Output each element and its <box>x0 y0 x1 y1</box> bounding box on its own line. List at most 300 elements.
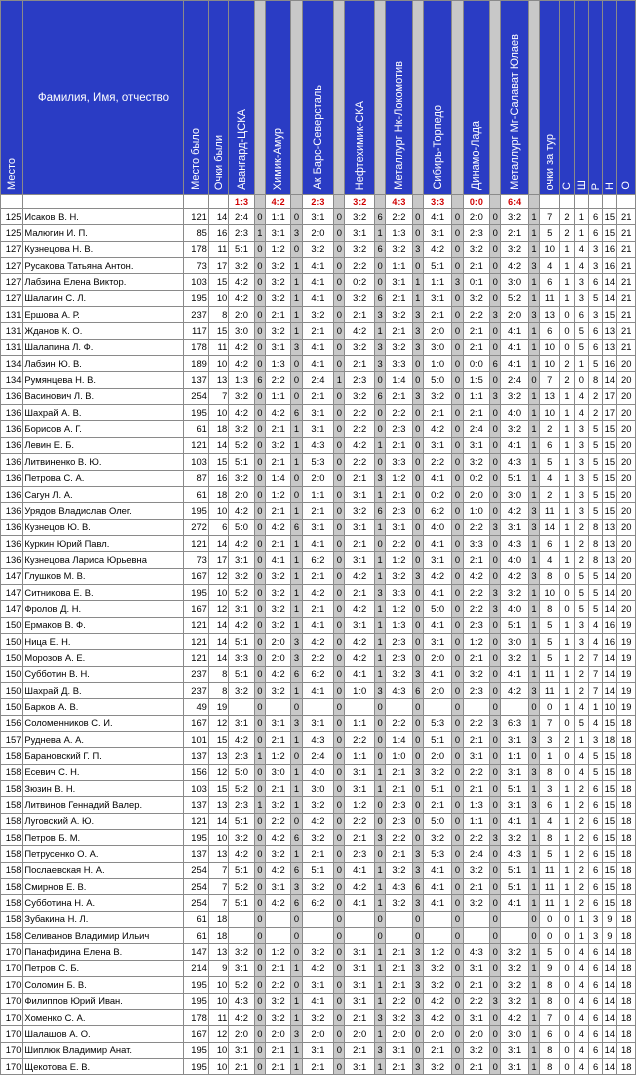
name-cell: Зубакина Н. Л. <box>23 911 184 927</box>
prediction-points-cell: 3 <box>374 1042 385 1058</box>
prediction-cell: 4:1 <box>501 895 529 911</box>
prediction-points-cell: 3 <box>412 944 423 960</box>
prediction-cell: 3:1 <box>463 748 490 764</box>
prediction-points-cell: 0 <box>334 274 345 290</box>
stat-cell: 2 <box>560 372 574 388</box>
stat-cell: 20 <box>617 601 636 617</box>
prediction-points-cell: 1 <box>374 993 385 1009</box>
prediction-points-cell: 0 <box>334 879 345 895</box>
prediction-points-cell: 0 <box>412 813 423 829</box>
prediction-cell: 5:0 <box>229 519 254 535</box>
prediction-cell: 4:1 <box>423 895 452 911</box>
stat-cell: 2 <box>574 830 588 846</box>
prediction-cell: 3:2 <box>423 764 452 780</box>
prediction-cell: 4:2 <box>265 830 290 846</box>
prediction-cell: 3:0 <box>501 486 529 502</box>
prev-points-cell: 6 <box>208 519 228 535</box>
prediction-points-cell: 0 <box>452 1058 463 1074</box>
prev-points-cell: 12 <box>208 715 228 731</box>
tour-points-cell: 11 <box>540 290 560 306</box>
match-header <box>463 1 490 195</box>
prediction-points-cell: 0 <box>334 846 345 862</box>
stat-cell: 21 <box>617 225 636 241</box>
prediction-cell: 6:2 <box>302 666 334 682</box>
place-cell: 170 <box>1 993 23 1009</box>
prediction-points-cell: 0 <box>254 503 265 519</box>
prediction-cell: 2:2 <box>345 732 375 748</box>
prediction-cell: 2:1 <box>386 846 413 862</box>
prediction-cell <box>501 911 529 927</box>
prediction-points-cell: 0 <box>452 879 463 895</box>
prediction-points-cell: 3 <box>412 323 423 339</box>
place-cell: 127 <box>1 241 23 257</box>
prediction-cell: 2:1 <box>386 1058 413 1074</box>
stat-cell: 1 <box>574 928 588 944</box>
prediction-points-cell: 0 <box>412 437 423 453</box>
prediction-cell: 4:1 <box>423 862 452 878</box>
prediction-cell: 2:0 <box>386 1026 413 1042</box>
prev-place-cell: 195 <box>184 290 208 306</box>
place-cell: 134 <box>1 356 23 372</box>
place-cell: 125 <box>1 209 23 225</box>
prediction-cell: 3:2 <box>423 1058 452 1074</box>
results-spacer <box>588 195 602 209</box>
prediction-points-cell: 0 <box>374 928 385 944</box>
table-row <box>1 421 636 437</box>
prev-points-cell: 11 <box>208 1009 228 1025</box>
tour-points-cell: 6 <box>540 1026 560 1042</box>
stat-cell: 1 <box>560 862 574 878</box>
prediction-cell: 1:2 <box>386 470 413 486</box>
prediction-cell: 3:1 <box>423 633 452 649</box>
results-gray <box>528 195 539 209</box>
stat-cell: 20 <box>617 356 636 372</box>
prediction-cell: 2:1 <box>386 437 413 453</box>
match-header <box>423 1 452 195</box>
prediction-points-cell: 3 <box>374 830 385 846</box>
prediction-cell: 2:2 <box>386 535 413 551</box>
prediction-points-cell: 0 <box>490 944 501 960</box>
prev-place-cell: 195 <box>184 584 208 600</box>
stat-cell: 6 <box>588 993 602 1009</box>
prediction-points-cell: 0 <box>291 486 302 502</box>
prediction-cell: 3:2 <box>423 830 452 846</box>
place-cell: 170 <box>1 1009 23 1025</box>
name-cell: Исаков В. Н. <box>23 209 184 225</box>
prediction-points-cell: 1 <box>528 1042 539 1058</box>
prediction-cell: 0:1 <box>463 274 490 290</box>
prediction-points-cell: 0 <box>254 274 265 290</box>
table-row <box>1 274 636 290</box>
prediction-cell: 5:0 <box>423 372 452 388</box>
prediction-cell: 3:1 <box>501 797 529 813</box>
prediction-cell: 2:2 <box>265 372 290 388</box>
prediction-points-cell: 0 <box>334 977 345 993</box>
prediction-cell: 3:2 <box>501 960 529 976</box>
stat-cell: 18 <box>617 748 636 764</box>
prediction-cell: 2:2 <box>463 764 490 780</box>
prediction-points-cell: 1 <box>528 650 539 666</box>
stat-cell: 16 <box>603 258 617 274</box>
prediction-points-cell: 0 <box>490 682 501 698</box>
prediction-points-cell: 0 <box>334 993 345 1009</box>
prediction-points-cell: 1 <box>291 307 302 323</box>
prediction-points-cell: 1 <box>528 552 539 568</box>
prediction-cell: 2:1 <box>345 307 375 323</box>
stat-cell: 18 <box>617 911 636 927</box>
prediction-cell: 3:1 <box>423 290 452 306</box>
stat-cell: 1 <box>588 699 602 715</box>
table-row <box>1 993 636 1009</box>
stat-cell: 4 <box>574 1058 588 1074</box>
place-cell: 170 <box>1 944 23 960</box>
table-row <box>1 862 636 878</box>
prediction-cell: 2:1 <box>386 960 413 976</box>
prediction-points-cell: 0 <box>452 666 463 682</box>
prediction-points-cell: 0 <box>412 715 423 731</box>
stat-cell: 6 <box>588 862 602 878</box>
prediction-points-cell: 0 <box>291 748 302 764</box>
prev-place-cell: 103 <box>184 454 208 470</box>
tour-points-cell: 8 <box>540 1058 560 1074</box>
prediction-cell: 1:1 <box>345 748 375 764</box>
prediction-cell: 1:2 <box>386 601 413 617</box>
stat-cell: 3 <box>588 258 602 274</box>
prediction-points-cell: 0 <box>334 960 345 976</box>
prediction-cell: 4:3 <box>501 535 529 551</box>
prev-place-cell: 103 <box>184 274 208 290</box>
stat-cell: 18 <box>617 797 636 813</box>
table-row <box>1 960 636 976</box>
prev-points-cell: 15 <box>208 732 228 748</box>
name-cell: Субботин В. Н. <box>23 666 184 682</box>
prediction-points-cell: 1 <box>291 1042 302 1058</box>
stat-cell: 17 <box>603 388 617 404</box>
prediction-cell: 3:2 <box>302 830 334 846</box>
prediction-points-cell: 6 <box>412 682 423 698</box>
prediction-points-cell: 0 <box>452 813 463 829</box>
prediction-points-cell: 0 <box>254 209 265 225</box>
prediction-cell: 3:2 <box>501 977 529 993</box>
prediction-cell: 3:2 <box>463 862 490 878</box>
prev-points-cell: 10 <box>208 356 228 372</box>
prediction-cell: 5:3 <box>302 454 334 470</box>
stat-cell: 0 <box>560 748 574 764</box>
prediction-cell: 3:0 <box>501 1026 529 1042</box>
prediction-points-cell: 0 <box>452 323 463 339</box>
prev-points-cell: 12 <box>208 764 228 780</box>
prediction-cell: 0:2 <box>463 470 490 486</box>
prediction-cell: 2:3 <box>386 633 413 649</box>
stat-cell: 6 <box>588 960 602 976</box>
prediction-cell: 2:1 <box>265 421 290 437</box>
prediction-points-cell: 0 <box>412 928 423 944</box>
prediction-cell: 4:1 <box>302 682 334 698</box>
prediction-points-cell: 0 <box>254 552 265 568</box>
prediction-points-cell: 0 <box>490 911 501 927</box>
prediction-points-cell: 0 <box>374 715 385 731</box>
name-cell: Ершова А. Р. <box>23 307 184 323</box>
stat-cell: 18 <box>603 732 617 748</box>
stat-cell: 0 <box>560 601 574 617</box>
prediction-points-cell: 0 <box>490 323 501 339</box>
stat-cell: 15 <box>603 895 617 911</box>
prediction-cell: 4:1 <box>501 813 529 829</box>
name-cell: Барановский Г. П. <box>23 748 184 764</box>
prediction-points-cell: 0 <box>452 715 463 731</box>
prediction-points-cell: 1 <box>374 225 385 241</box>
name-cell: Русакова Татьяна Антон. <box>23 258 184 274</box>
place-cell: 157 <box>1 732 23 748</box>
prediction-points-cell: 0 <box>452 699 463 715</box>
prediction-cell: 3:1 <box>463 960 490 976</box>
prediction-cell: 2:1 <box>265 307 290 323</box>
prediction-cell: 3:2 <box>386 862 413 878</box>
stat-cell: 21 <box>617 258 636 274</box>
stat-cell: 20 <box>617 535 636 551</box>
prediction-cell: 4:2 <box>423 241 452 257</box>
prediction-points-cell: 0 <box>254 405 265 421</box>
prediction-cell: 2:4 <box>229 209 254 225</box>
name-cell: Ермаков В. Ф. <box>23 617 184 633</box>
stat-cell: 16 <box>603 633 617 649</box>
stat-cell: 6 <box>588 846 602 862</box>
prediction-cell: 4:1 <box>302 290 334 306</box>
prediction-points-cell: 1 <box>374 323 385 339</box>
tour-points-cell: 11 <box>540 503 560 519</box>
results-gray <box>374 195 385 209</box>
prediction-points-cell: 0 <box>490 405 501 421</box>
prediction-cell <box>229 699 254 715</box>
prediction-cell: 2:1 <box>345 584 375 600</box>
prediction-cell: 2:2 <box>423 454 452 470</box>
stat-cell: 5 <box>574 568 588 584</box>
stat-cell: 18 <box>617 813 636 829</box>
place-cell: 136 <box>1 388 23 404</box>
prediction-cell: 2:1 <box>463 977 490 993</box>
prediction-cell: 3:1 <box>265 225 290 241</box>
prediction-cell: 2:1 <box>265 960 290 976</box>
prediction-points-cell: 0 <box>490 928 501 944</box>
results-row <box>1 195 636 209</box>
prediction-cell: 3:2 <box>463 454 490 470</box>
prediction-cell: 2:1 <box>423 405 452 421</box>
prediction-cell: 2:0 <box>302 225 334 241</box>
stat-cell: 5 <box>588 437 602 453</box>
stat-cell: 0 <box>560 323 574 339</box>
place-cell: 134 <box>1 372 23 388</box>
prev-points-cell: 16 <box>208 225 228 241</box>
name-cell: Фролов Д. Н. <box>23 601 184 617</box>
prev-points-cell: 15 <box>208 781 228 797</box>
stat-cell: 18 <box>617 781 636 797</box>
prediction-cell: 3:0 <box>423 339 452 355</box>
prediction-points-cell: 3 <box>412 764 423 780</box>
prev-place-cell: 195 <box>184 830 208 846</box>
prediction-points-cell: 3 <box>528 797 539 813</box>
prediction-cell: 3:2 <box>501 421 529 437</box>
stat-cell: 15 <box>603 862 617 878</box>
prediction-cell: 4:2 <box>265 405 290 421</box>
prediction-cell: 3:2 <box>265 993 290 1009</box>
prediction-cell: 3:2 <box>463 1042 490 1058</box>
prediction-cell: 4:2 <box>229 846 254 862</box>
match-header-label: Сибирь-Торпедо <box>431 105 444 190</box>
stat-cell: 18 <box>617 830 636 846</box>
prediction-cell: 4:2 <box>229 274 254 290</box>
prediction-cell: 3:2 <box>229 470 254 486</box>
prediction-cell: 1:1 <box>265 209 290 225</box>
stat-cell: 15 <box>603 503 617 519</box>
stat-cell: 5 <box>588 290 602 306</box>
prediction-cell: 3:2 <box>386 895 413 911</box>
stat-cell: 2 <box>574 519 588 535</box>
prediction-cell: 4:3 <box>386 879 413 895</box>
prediction-points-cell: 0 <box>452 437 463 453</box>
prev-points-cell: 14 <box>208 209 228 225</box>
prediction-cell: 3:2 <box>423 388 452 404</box>
stat-cell: 19 <box>617 699 636 715</box>
place-cell: 158 <box>1 846 23 862</box>
prediction-cell: 2:0 <box>463 486 490 502</box>
prediction-points-cell: 0 <box>452 650 463 666</box>
place-cell: 136 <box>1 470 23 486</box>
prediction-cell: 3:1 <box>501 764 529 780</box>
place-cell: 158 <box>1 928 23 944</box>
prediction-cell: 3:1 <box>229 960 254 976</box>
stat-cell: 6 <box>588 225 602 241</box>
prev-points-cell: 10 <box>208 993 228 1009</box>
prediction-points-cell: 0 <box>412 617 423 633</box>
prediction-cell: 4:1 <box>423 666 452 682</box>
prediction-cell: 3:1 <box>501 1058 529 1074</box>
stat-cell: 6 <box>588 813 602 829</box>
prediction-points-cell: 0 <box>490 421 501 437</box>
prediction-cell: 2:4 <box>302 748 334 764</box>
prediction-cell: 3:3 <box>386 356 413 372</box>
name-cell: Борисов А. Г. <box>23 421 184 437</box>
prediction-points-cell: 0 <box>374 535 385 551</box>
prediction-points-cell: 0 <box>334 764 345 780</box>
prediction-points-cell: 1 <box>291 732 302 748</box>
prediction-points-cell: 1 <box>412 274 423 290</box>
prediction-cell: 1:1 <box>302 486 334 502</box>
stat-cell: 6 <box>588 944 602 960</box>
place-cell: 131 <box>1 323 23 339</box>
name-header: Фамилия, Имя, отчество <box>23 1 184 195</box>
prediction-cell: 5:1 <box>229 895 254 911</box>
prediction-points-cell: 6 <box>291 666 302 682</box>
prediction-points-cell: 0 <box>254 813 265 829</box>
tour-points-cell: 5 <box>540 225 560 241</box>
stat-cell: 2 <box>574 535 588 551</box>
prev-place-cell: 254 <box>184 862 208 878</box>
prediction-cell: 0:2 <box>345 274 375 290</box>
stat-cell: 1 <box>560 682 574 698</box>
prediction-points-cell: 0 <box>490 339 501 355</box>
stat-cell: 20 <box>617 437 636 453</box>
prediction-cell: 2:1 <box>423 307 452 323</box>
prediction-points-cell: 1 <box>291 568 302 584</box>
stat-cell: 15 <box>603 421 617 437</box>
stat-cell: 5 <box>574 601 588 617</box>
prediction-cell: 2:3 <box>345 846 375 862</box>
prediction-cell: 2:0 <box>423 323 452 339</box>
prediction-points-cell: 0 <box>452 535 463 551</box>
prediction-cell: 4:2 <box>229 405 254 421</box>
table-row <box>1 307 636 323</box>
prediction-points-cell: 1 <box>291 601 302 617</box>
name-cell: Филиппов Юрий Иван. <box>23 993 184 1009</box>
prediction-cell: 2:3 <box>386 421 413 437</box>
table-row <box>1 846 636 862</box>
prediction-cell: 3:2 <box>302 944 334 960</box>
prediction-points-cell: 3 <box>490 307 501 323</box>
prediction-points-cell: 1 <box>528 830 539 846</box>
prediction-cell: 3:1 <box>302 519 334 535</box>
prediction-cell <box>265 928 290 944</box>
prediction-points-cell: 0 <box>334 388 345 404</box>
prediction-cell: 3:1 <box>501 519 529 535</box>
prediction-cell: 3:1 <box>463 1009 490 1025</box>
prediction-points-cell: 0 <box>334 454 345 470</box>
prediction-points-cell: 0 <box>490 1042 501 1058</box>
prediction-cell: 3:1 <box>302 715 334 731</box>
prediction-points-cell: 0 <box>254 781 265 797</box>
stat-cell: 7 <box>588 666 602 682</box>
prediction-cell: 3:2 <box>345 503 375 519</box>
prediction-points-cell: 6 <box>412 879 423 895</box>
prediction-points-cell: 0 <box>452 928 463 944</box>
prev-place-cell: 167 <box>184 568 208 584</box>
prediction-cell: 3:1 <box>423 552 452 568</box>
prediction-cell: 1:4 <box>386 372 413 388</box>
prediction-points-cell: 1 <box>291 535 302 551</box>
stat-cell: 20 <box>617 470 636 486</box>
prev-place-cell: 137 <box>184 372 208 388</box>
prediction-points-cell: 1 <box>291 1058 302 1074</box>
stat-cell: 5 <box>588 421 602 437</box>
prev-points-cell: 17 <box>208 552 228 568</box>
stat-cell: 3 <box>588 928 602 944</box>
prediction-points-cell: 0 <box>452 830 463 846</box>
prediction-points-cell: 0 <box>452 797 463 813</box>
prediction-cell: 6:2 <box>302 552 334 568</box>
prediction-points-cell: 0 <box>374 748 385 764</box>
prediction-cell <box>423 699 452 715</box>
prediction-cell: 3:3 <box>386 584 413 600</box>
prediction-cell: 5:0 <box>423 813 452 829</box>
prediction-cell: 1:0 <box>386 748 413 764</box>
prediction-points-cell: 0 <box>291 470 302 486</box>
stat-cell: 20 <box>617 405 636 421</box>
prediction-cell: 2:1 <box>345 470 375 486</box>
stat-cell: 3 <box>588 732 602 748</box>
place-header-label: Место <box>5 158 18 190</box>
prediction-points-cell: 0 <box>334 323 345 339</box>
tour-points-header <box>540 1 560 195</box>
prediction-points-cell: 1 <box>528 944 539 960</box>
prediction-cell: 4:2 <box>463 568 490 584</box>
prediction-cell: 2:2 <box>463 993 490 1009</box>
prev-points-cell: 7 <box>208 879 228 895</box>
prediction-points-cell: 3 <box>374 584 385 600</box>
stat-cell: 2 <box>574 813 588 829</box>
name-cell: Кузнецов Ю. В. <box>23 519 184 535</box>
prediction-cell: 3:1 <box>302 209 334 225</box>
stat-cell: 18 <box>617 1009 636 1025</box>
prev-points-cell: 8 <box>208 682 228 698</box>
